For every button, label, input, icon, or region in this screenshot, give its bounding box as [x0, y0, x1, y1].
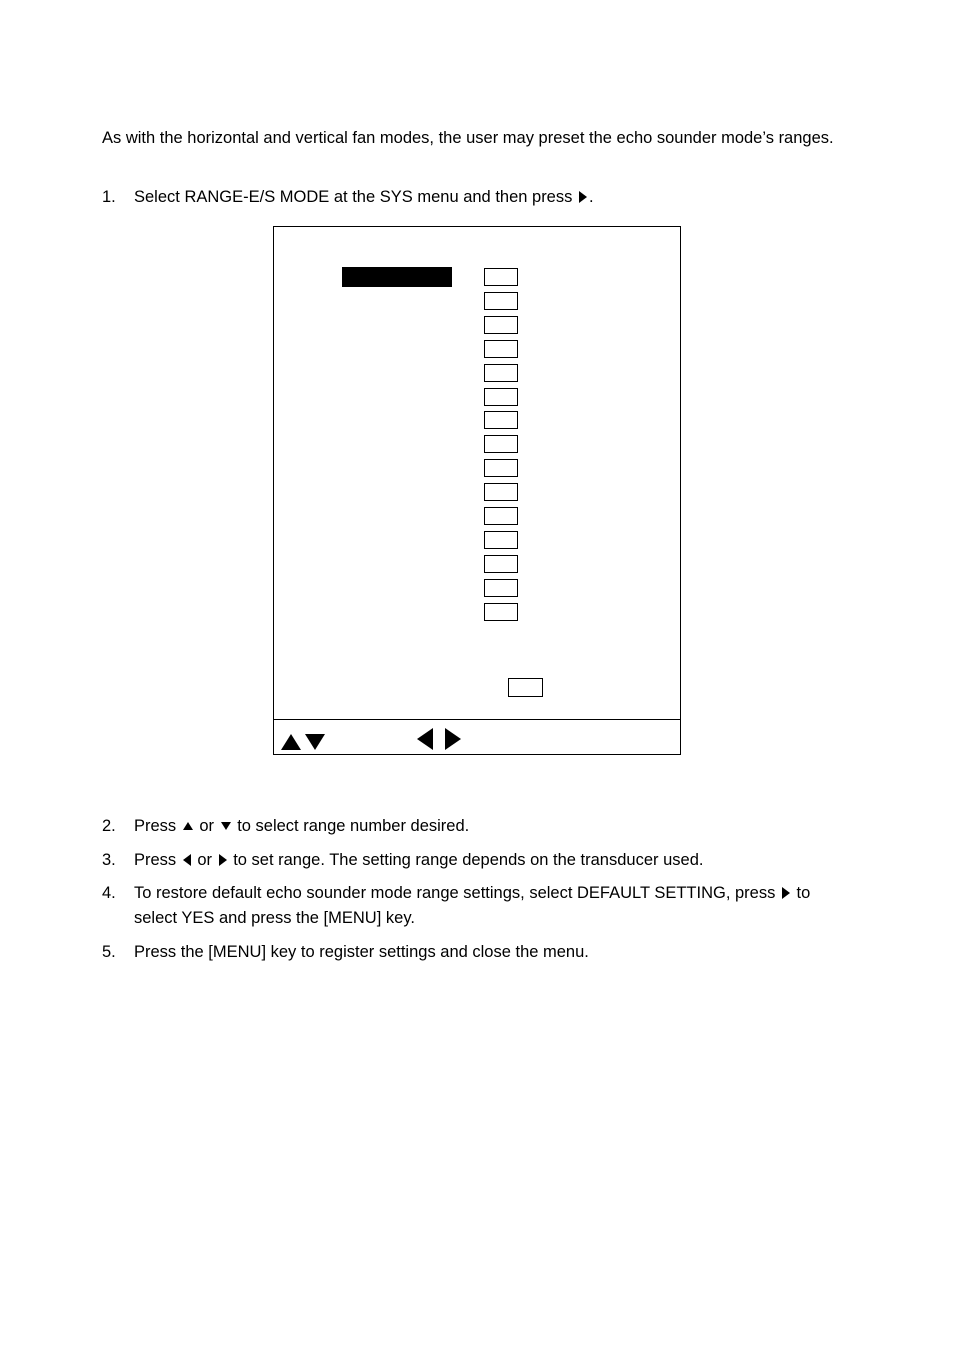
step-text: To restore default echo sounder mode range settings, select DEFAULT SETTING, press to select YES and press the [MENU] key. [134, 884, 811, 927]
intro-paragraph: As with the horizontal and vertical fan modes, the user may preset the echo sounder mode’s ranges. [102, 129, 834, 147]
down-arrow-icon [221, 822, 231, 830]
right-arrow-icon [219, 854, 227, 866]
left-right-keys [417, 728, 467, 752]
step-text: Press or to set range. The setting range depends on the transducer used. [134, 851, 704, 869]
step-text: Press or to select range number desired. [134, 817, 470, 835]
range-value-box[interactable] [484, 411, 518, 429]
up-arrow-icon [183, 822, 193, 830]
range-value-box[interactable] [484, 340, 518, 358]
left-arrow-icon [183, 854, 191, 866]
range-value-box[interactable] [484, 483, 518, 501]
left-arrow-icon [417, 728, 433, 750]
up-arrow-icon [281, 734, 301, 750]
range-es-mode-menu [273, 226, 681, 755]
range-value-box[interactable] [484, 268, 518, 286]
range-value-box[interactable] [484, 579, 518, 597]
step-number: 2. [102, 817, 116, 835]
range-value-box[interactable] [484, 555, 518, 573]
up-down-keys [281, 732, 331, 752]
range-value-box[interactable] [484, 364, 518, 382]
step-number: 4. [102, 884, 116, 902]
right-arrow-icon [782, 887, 790, 899]
menu-selection-highlight [342, 267, 452, 287]
range-value-box[interactable] [484, 316, 518, 334]
menu-divider [274, 719, 680, 720]
range-value-box[interactable] [484, 435, 518, 453]
step-number: 3. [102, 851, 116, 869]
range-value-box[interactable] [484, 459, 518, 477]
step-text: Press the [MENU] key to register settings and close the menu. [134, 943, 589, 961]
step-number: 1. [102, 188, 116, 206]
range-value-box[interactable] [484, 603, 518, 621]
range-value-box[interactable] [484, 388, 518, 406]
step-number: 5. [102, 943, 116, 961]
range-value-box[interactable] [484, 292, 518, 310]
right-arrow-icon [445, 728, 461, 750]
default-setting-box[interactable] [508, 678, 543, 697]
right-arrow-icon [579, 191, 587, 203]
step-text: Select RANGE-E/S MODE at the SYS menu and then press . [134, 188, 594, 206]
range-value-box[interactable] [484, 531, 518, 549]
down-arrow-icon [305, 734, 325, 750]
range-value-box[interactable] [484, 507, 518, 525]
